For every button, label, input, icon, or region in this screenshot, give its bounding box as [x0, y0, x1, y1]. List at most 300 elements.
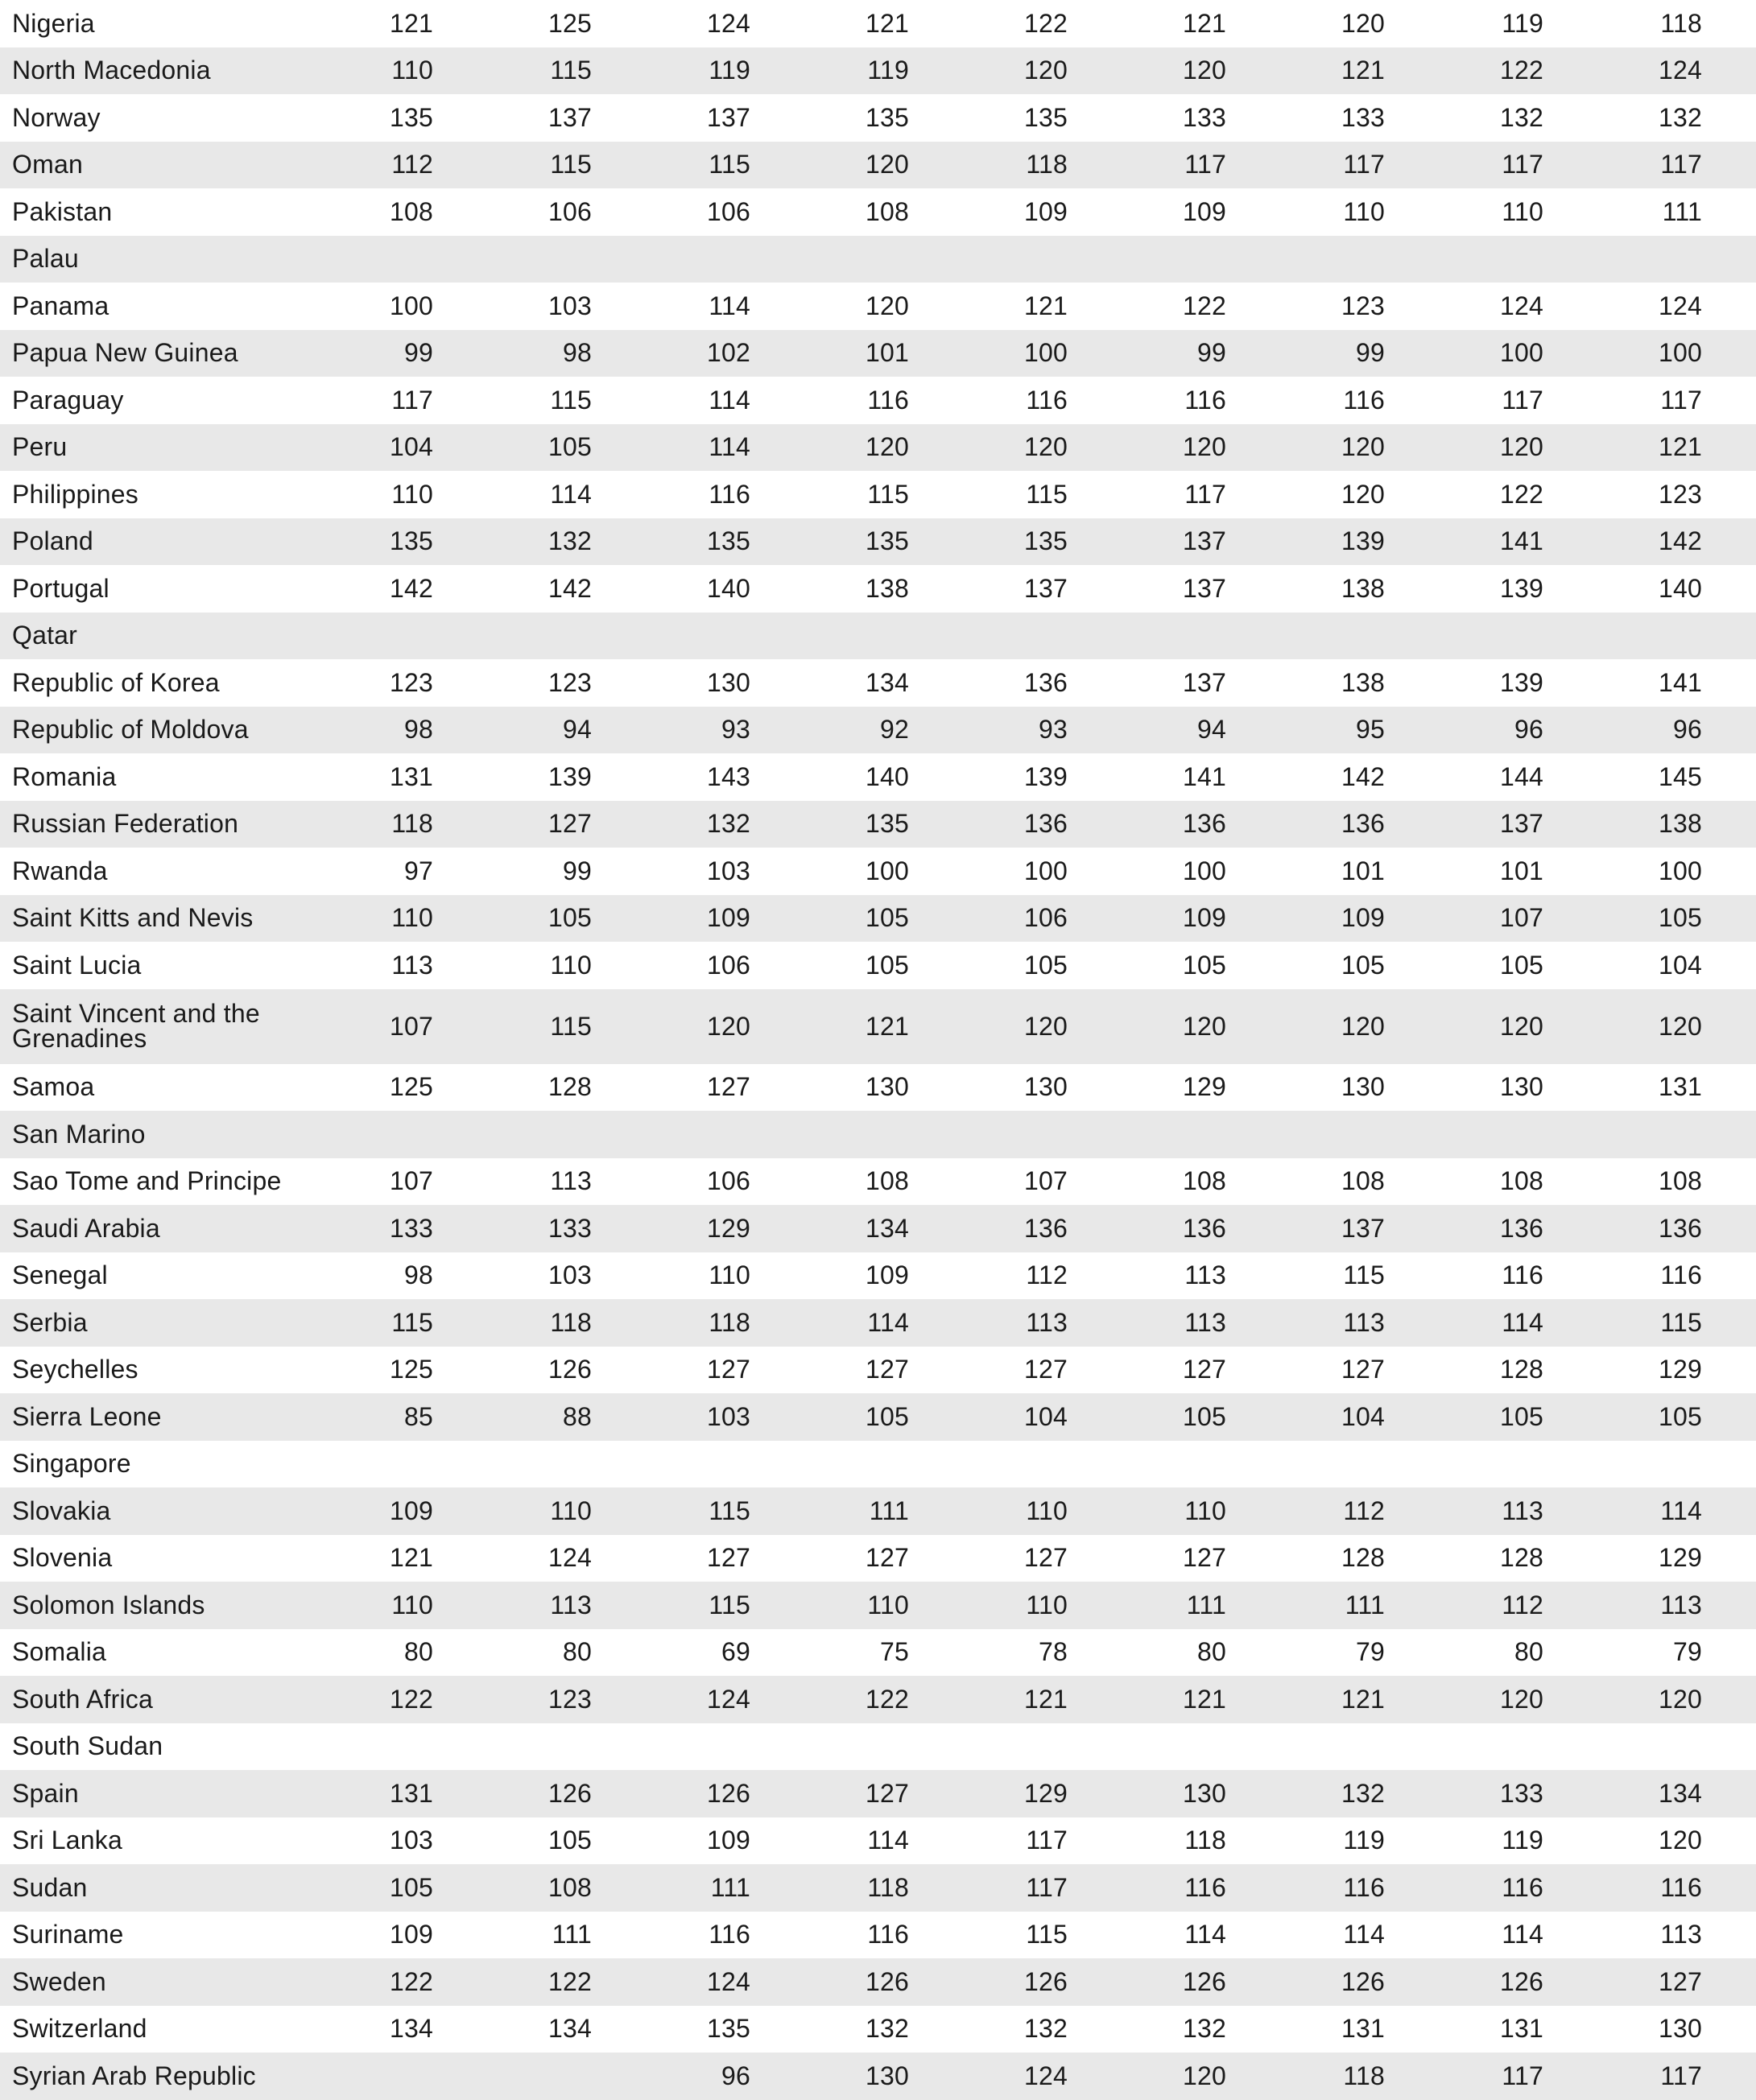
- value-cell: 100: [1024, 856, 1068, 885]
- country-name: Spain: [12, 1778, 79, 1808]
- value-cell: 105: [1500, 1401, 1543, 1431]
- value-cell: 118: [391, 809, 433, 839]
- country-name: Solomon Islands: [12, 1590, 205, 1619]
- country-name: Sweden: [12, 1966, 106, 1996]
- value-cell: 115: [709, 1590, 750, 1619]
- value-cell: 105: [548, 1826, 592, 1855]
- value-cell: 142: [548, 573, 592, 603]
- value-cell: 130: [1183, 1778, 1226, 1808]
- table-row: [0, 989, 1756, 1064]
- value-cell: 105: [866, 1401, 909, 1431]
- table-row: [0, 1158, 1756, 1206]
- table-row: [0, 1487, 1756, 1535]
- value-cell: 132: [1024, 2014, 1068, 2044]
- table-row: [0, 1393, 1756, 1441]
- value-cell: 121: [1659, 432, 1702, 462]
- country-name: Rwanda: [12, 856, 108, 885]
- value-cell: 115: [709, 150, 750, 179]
- value-cell: 124: [1500, 291, 1543, 320]
- value-cell: 132: [1659, 102, 1702, 132]
- value-cell: [471, 2053, 592, 2100]
- value-cell: [1105, 1111, 1226, 1158]
- country-name: Romania: [12, 761, 117, 791]
- country-name: Saint Kitts and Nevis: [12, 903, 254, 933]
- value-cell: 98: [563, 338, 592, 368]
- value-cell: 129: [1024, 1778, 1068, 1808]
- table-row: [0, 1582, 1756, 1629]
- country-name: Peru: [12, 432, 68, 462]
- value-cell: 140: [1659, 573, 1702, 603]
- value-cell: 139: [1341, 526, 1385, 556]
- value-cell: 106: [548, 196, 592, 226]
- value-cell: 120: [1183, 1011, 1226, 1041]
- value-cell: [312, 236, 433, 283]
- value-cell: 111: [1186, 1590, 1226, 1619]
- table-row: [0, 1912, 1756, 1959]
- value-cell: 116: [1660, 1260, 1702, 1290]
- table-row: [0, 94, 1756, 142]
- value-cell: [947, 1723, 1068, 1771]
- value-cell: 120: [1500, 1684, 1543, 1714]
- country-name: San Marino: [12, 1119, 146, 1149]
- value-cell: 113: [1660, 1920, 1702, 1949]
- country-name: Norway: [12, 102, 101, 132]
- value-cell: 105: [548, 903, 592, 933]
- value-cell: 100: [866, 856, 909, 885]
- value-cell: 110: [1184, 1496, 1226, 1525]
- value-cell: 114: [1184, 1920, 1226, 1949]
- table-row: [0, 1864, 1756, 1912]
- value-cell: 130: [707, 667, 750, 697]
- value-cell: 126: [707, 1778, 750, 1808]
- value-cell: 141: [1659, 667, 1702, 697]
- value-cell: 137: [1341, 1213, 1385, 1243]
- value-cell: 136: [1024, 809, 1068, 839]
- value-cell: 130: [866, 1072, 909, 1102]
- value-cell: 118: [550, 1307, 592, 1337]
- value-cell: 115: [550, 150, 592, 179]
- country-name: Nigeria: [12, 8, 95, 38]
- value-cell: [1264, 613, 1385, 660]
- value-cell: 100: [1024, 338, 1068, 368]
- value-cell: [1423, 1111, 1543, 1158]
- value-cell: 114: [867, 1826, 909, 1855]
- value-cell: 116: [1502, 1260, 1543, 1290]
- value-cell: 120: [1341, 1011, 1385, 1041]
- value-cell: 117: [1184, 150, 1226, 179]
- value-cell: 134: [866, 667, 909, 697]
- value-cell: 119: [1502, 8, 1543, 38]
- country-name: Paraguay: [12, 385, 124, 415]
- country-name: North Macedonia: [12, 56, 211, 85]
- value-cell: 113: [1502, 1496, 1543, 1525]
- table-row: [0, 1958, 1756, 2006]
- value-cell: 113: [391, 950, 433, 980]
- value-cell: 135: [866, 102, 909, 132]
- value-cell: 110: [550, 950, 592, 980]
- value-cell: 131: [1659, 1072, 1702, 1102]
- value-cell: 116: [867, 1920, 909, 1949]
- value-cell: [630, 1723, 750, 1771]
- country-name: Papua New Guinea: [12, 338, 238, 368]
- table-row: [0, 659, 1756, 707]
- value-cell: 120: [1500, 1011, 1543, 1041]
- table-row: [0, 2053, 1756, 2100]
- value-cell: 124: [707, 1966, 750, 1996]
- value-cell: 113: [550, 1166, 592, 1196]
- value-cell: 106: [1024, 903, 1068, 933]
- table-row: [0, 330, 1756, 378]
- value-cell: 137: [1183, 667, 1226, 697]
- value-cell: 103: [548, 291, 592, 320]
- value-cell: 115: [550, 1011, 592, 1041]
- value-cell: 137: [707, 102, 750, 132]
- value-cell: 114: [709, 432, 750, 462]
- value-cell: 80: [404, 1637, 433, 1667]
- value-cell: 142: [1341, 761, 1385, 791]
- table-row: [0, 1770, 1756, 1817]
- table-row: [0, 942, 1756, 989]
- value-cell: [471, 613, 592, 660]
- value-cell: 104: [1341, 1401, 1385, 1431]
- table-row: [0, 377, 1756, 424]
- value-cell: 124: [707, 8, 750, 38]
- value-cell: 103: [707, 1401, 750, 1431]
- value-cell: [312, 2053, 433, 2100]
- value-cell: 105: [390, 1872, 433, 1902]
- table-row: [0, 1441, 1756, 1488]
- value-cell: 109: [1341, 903, 1385, 933]
- table-row: [0, 1205, 1756, 1252]
- value-cell: 120: [1183, 432, 1226, 462]
- value-cell: 112: [1502, 1590, 1543, 1619]
- value-cell: 136: [1024, 667, 1068, 697]
- value-cell: 102: [707, 338, 750, 368]
- country-name: Switzerland: [12, 2014, 147, 2044]
- value-cell: [788, 1111, 909, 1158]
- value-cell: 118: [1343, 2061, 1385, 2090]
- value-cell: 101: [866, 338, 909, 368]
- value-cell: 145: [1659, 761, 1702, 791]
- value-cell: 127: [548, 809, 592, 839]
- value-cell: 101: [1500, 856, 1543, 885]
- value-cell: [788, 613, 909, 660]
- value-cell: 135: [707, 2014, 750, 2044]
- value-cell: 134: [548, 2014, 592, 2044]
- value-cell: 111: [1345, 1590, 1385, 1619]
- value-cell: 112: [1343, 1496, 1385, 1525]
- value-cell: 118: [1026, 150, 1068, 179]
- value-cell: 140: [866, 761, 909, 791]
- value-cell: 114: [550, 479, 592, 509]
- value-cell: [1264, 1111, 1385, 1158]
- value-cell: 120: [1659, 1684, 1702, 1714]
- value-cell: 123: [548, 667, 592, 697]
- country-name: Panama: [12, 291, 109, 320]
- table-row: [0, 565, 1756, 613]
- value-cell: 108: [1183, 1166, 1226, 1196]
- value-cell: 128: [548, 1072, 592, 1102]
- country-name: Senegal: [12, 1260, 108, 1290]
- value-cell: 126: [866, 1966, 909, 1996]
- value-cell: 135: [390, 102, 433, 132]
- value-cell: 119: [709, 56, 750, 85]
- value-cell: 110: [1026, 1496, 1068, 1525]
- value-cell: 126: [1500, 1966, 1543, 1996]
- value-cell: [630, 1441, 750, 1488]
- value-cell: 124: [548, 1543, 592, 1573]
- value-cell: 114: [1660, 1496, 1702, 1525]
- value-cell: 120: [1659, 1011, 1702, 1041]
- value-cell: 135: [390, 526, 433, 556]
- value-cell: 104: [390, 432, 433, 462]
- country-name: Republic of Korea: [12, 667, 220, 697]
- value-cell: 120: [1024, 432, 1068, 462]
- value-cell: 133: [390, 1213, 433, 1243]
- value-cell: 118: [1660, 8, 1702, 38]
- value-cell: [471, 236, 592, 283]
- value-cell: 120: [707, 1011, 750, 1041]
- value-cell: 122: [1500, 56, 1543, 85]
- value-cell: 110: [709, 1260, 750, 1290]
- value-cell: 116: [709, 479, 750, 509]
- value-cell: 120: [1341, 479, 1385, 509]
- value-cell: 111: [1662, 196, 1702, 226]
- value-cell: 120: [866, 150, 909, 179]
- value-cell: 108: [1659, 1166, 1702, 1196]
- value-cell: [312, 1111, 433, 1158]
- value-cell: 129: [707, 1213, 750, 1243]
- table-row: [0, 471, 1756, 518]
- value-cell: 126: [1183, 1966, 1226, 1996]
- value-cell: [312, 1723, 433, 1771]
- value-cell: 109: [1024, 196, 1068, 226]
- value-cell: 124: [1659, 291, 1702, 320]
- value-cell: 94: [1197, 715, 1226, 745]
- value-cell: 122: [390, 1966, 433, 1996]
- value-cell: 137: [548, 102, 592, 132]
- value-cell: 121: [1024, 1684, 1068, 1714]
- table-row: [0, 1252, 1756, 1300]
- value-cell: [788, 1441, 909, 1488]
- value-cell: 121: [866, 8, 909, 38]
- value-cell: 100: [390, 291, 433, 320]
- table-row: [0, 236, 1756, 283]
- value-cell: 124: [1024, 2061, 1068, 2090]
- value-cell: 79: [1673, 1637, 1702, 1667]
- table-row: [0, 613, 1756, 660]
- value-cell: 117: [391, 385, 433, 415]
- value-cell: 111: [869, 1496, 909, 1525]
- table-row: [0, 188, 1756, 236]
- value-cell: [630, 613, 750, 660]
- country-name: Serbia: [12, 1307, 88, 1337]
- value-cell: 134: [866, 1213, 909, 1243]
- table-row: [0, 801, 1756, 848]
- value-cell: 117: [1343, 150, 1385, 179]
- value-cell: 127: [866, 1543, 909, 1573]
- value-cell: [947, 1441, 1068, 1488]
- value-cell: 135: [866, 809, 909, 839]
- value-cell: 142: [1659, 526, 1702, 556]
- country-name: Sierra Leone: [12, 1401, 162, 1431]
- table-row: [0, 142, 1756, 189]
- value-cell: 122: [390, 1684, 433, 1714]
- value-cell: 103: [390, 1826, 433, 1855]
- value-cell: 105: [1183, 1401, 1226, 1431]
- value-cell: 130: [1341, 1072, 1385, 1102]
- value-cell: 120: [1659, 1826, 1702, 1855]
- value-cell: 133: [1341, 102, 1385, 132]
- value-cell: 135: [1024, 526, 1068, 556]
- country-name: Palau: [12, 244, 79, 274]
- country-name: Somalia: [12, 1637, 107, 1667]
- value-cell: 122: [866, 1684, 909, 1714]
- value-cell: 113: [1343, 1307, 1385, 1337]
- value-cell: 123: [548, 1684, 592, 1714]
- value-cell: 117: [1660, 385, 1702, 415]
- value-cell: 80: [1197, 1637, 1226, 1667]
- value-cell: 105: [1183, 950, 1226, 980]
- value-cell: 107: [1500, 903, 1543, 933]
- value-cell: 132: [1183, 2014, 1226, 2044]
- value-cell: 114: [709, 385, 750, 415]
- country-name: Singapore: [12, 1449, 131, 1479]
- value-cell: 135: [707, 526, 750, 556]
- value-cell: 117: [1184, 479, 1226, 509]
- value-cell: 121: [1024, 291, 1068, 320]
- value-cell: 132: [1500, 102, 1543, 132]
- value-cell: 112: [1026, 1260, 1068, 1290]
- value-cell: [1581, 1441, 1702, 1488]
- value-cell: 129: [1659, 1543, 1702, 1573]
- value-cell: 110: [391, 1590, 433, 1619]
- value-cell: 122: [1183, 291, 1226, 320]
- value-cell: 109: [1183, 196, 1226, 226]
- value-cell: 97: [404, 856, 433, 885]
- value-cell: 111: [710, 1872, 750, 1902]
- value-cell: 121: [1341, 1684, 1385, 1714]
- value-cell: 120: [866, 432, 909, 462]
- value-cell: 93: [721, 715, 750, 745]
- value-cell: 113: [1660, 1590, 1702, 1619]
- value-cell: 110: [1502, 196, 1543, 226]
- country-name: Philippines: [12, 479, 138, 509]
- value-cell: 123: [1341, 291, 1385, 320]
- value-cell: 131: [390, 1778, 433, 1808]
- value-cell: 120: [1341, 432, 1385, 462]
- country-name: Portugal: [12, 573, 109, 603]
- value-cell: [788, 236, 909, 283]
- value-cell: 134: [390, 2014, 433, 2044]
- country-name: Qatar: [12, 621, 78, 650]
- value-cell: [312, 613, 433, 660]
- value-cell: [1105, 1441, 1226, 1488]
- value-cell: [1264, 1723, 1385, 1771]
- value-cell: 114: [1502, 1920, 1543, 1949]
- value-cell: 96: [721, 2061, 750, 2090]
- value-cell: 118: [709, 1307, 750, 1337]
- value-cell: 134: [1659, 1778, 1702, 1808]
- value-cell: 110: [391, 903, 433, 933]
- country-name: South Sudan: [12, 1731, 163, 1761]
- value-cell: 120: [1341, 8, 1385, 38]
- value-cell: 109: [707, 1826, 750, 1855]
- value-cell: [471, 1111, 592, 1158]
- value-cell: 128: [1500, 1355, 1543, 1384]
- table-row: [0, 1817, 1756, 1865]
- value-cell: 121: [1183, 8, 1226, 38]
- value-cell: 138: [1659, 809, 1702, 839]
- value-cell: [1581, 1723, 1702, 1771]
- value-cell: 115: [1026, 1920, 1068, 1949]
- table-row: [0, 707, 1756, 754]
- country-name: Sudan: [12, 1872, 88, 1902]
- value-cell: 105: [1659, 903, 1702, 933]
- value-cell: 79: [1356, 1637, 1385, 1667]
- value-cell: 117: [1026, 1872, 1068, 1902]
- value-cell: 121: [390, 1543, 433, 1573]
- value-cell: 99: [1356, 338, 1385, 368]
- value-cell: 130: [1024, 1072, 1068, 1102]
- value-cell: 121: [390, 8, 433, 38]
- value-cell: [1105, 1723, 1226, 1771]
- table-row: [0, 1629, 1756, 1677]
- value-cell: 105: [548, 432, 592, 462]
- value-cell: [1581, 613, 1702, 660]
- country-name: South Africa: [12, 1684, 153, 1714]
- value-cell: 117: [1502, 2061, 1543, 2090]
- value-cell: [471, 1441, 592, 1488]
- value-cell: 132: [548, 526, 592, 556]
- value-cell: 100: [1500, 338, 1543, 368]
- value-cell: 114: [1343, 1920, 1385, 1949]
- value-cell: 108: [1500, 1166, 1543, 1196]
- value-cell: 139: [548, 761, 592, 791]
- value-cell: 109: [707, 903, 750, 933]
- value-cell: 109: [1183, 903, 1226, 933]
- value-cell: 130: [1500, 1072, 1543, 1102]
- country-name: Sao Tome and Principe: [12, 1166, 282, 1196]
- value-cell: 107: [1024, 1166, 1068, 1196]
- value-cell: 131: [1341, 2014, 1385, 2044]
- value-cell: 116: [1026, 385, 1068, 415]
- table-row: [0, 0, 1756, 47]
- value-cell: [1105, 236, 1226, 283]
- value-cell: [1423, 236, 1543, 283]
- value-cell: 115: [709, 1496, 750, 1525]
- value-cell: 120: [1500, 432, 1543, 462]
- value-cell: 113: [550, 1590, 592, 1619]
- value-cell: 122: [548, 1966, 592, 1996]
- value-cell: 130: [1659, 2014, 1702, 2044]
- value-cell: 117: [1660, 2061, 1702, 2090]
- value-cell: 129: [1183, 1072, 1226, 1102]
- value-cell: 110: [391, 479, 433, 509]
- value-cell: 113: [1184, 1260, 1226, 1290]
- value-cell: 122: [1024, 8, 1068, 38]
- value-cell: 108: [866, 1166, 909, 1196]
- table-row: [0, 1535, 1756, 1582]
- value-cell: 103: [707, 856, 750, 885]
- value-cell: 127: [1659, 1966, 1702, 1996]
- value-cell: 96: [1673, 715, 1702, 745]
- value-cell: 132: [1341, 1778, 1385, 1808]
- value-cell: 119: [1343, 1826, 1385, 1855]
- value-cell: 115: [391, 1307, 433, 1337]
- value-cell: [1581, 236, 1702, 283]
- value-cell: 116: [1343, 1872, 1385, 1902]
